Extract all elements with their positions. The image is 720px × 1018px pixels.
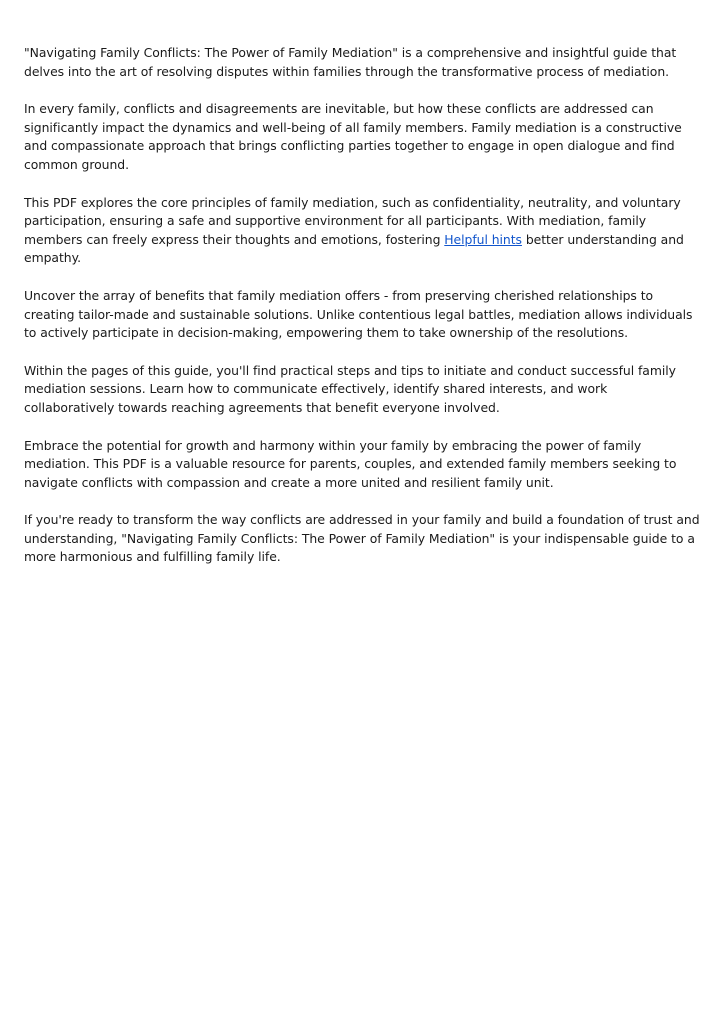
paragraph-practical-steps: Within the pages of this guide, you'll find practical steps and tips to initiate and conduct successful family mediation sessions. Learn how to communicate effectively, identify shared interests, and work collaboratively towards reaching agreements that benefit everyone involved.: [24, 362, 676, 415]
paragraph-principles-text-start: This PDF explores the core principles of family mediation, such as confidentiality, neutrality, and voluntary participation, ensuring a safe and supportive environment for all participants. With mediation, family members can freely express their thoughts and emotions, fostering: [24, 194, 681, 247]
paragraph-benefits: Uncover the array of benefits that family mediation offers - from preserving cherished relationships to creating tailor-made and sustainable solutions. Unlike contentious legal battles, mediation allows individuals to actively participate in decision-making, empowering them to take ownership of the resolutions.: [24, 287, 693, 341]
document-body: [24, 44, 700, 586]
paragraph-principles-text-end: better understanding and empathy.: [24, 231, 684, 266]
paragraph-intro: "Navigating Family Conflicts: The Power of Family Mediation" is a comprehensive and insightful guide that delves into the art of resolving disputes within families through the transformative process of mediation.: [24, 45, 677, 79]
helpful-hints-link[interactable]: Helpful hints: [444, 231, 522, 247]
paragraph-conflicts: In every family, conflicts and disagreements are inevitable, but how these conflicts are addressed can significantly impact the dynamics and well-being of all family members. Family mediation is a constructive and compassionate approach that brings conflicting parties together to engage in open dialogue and find common ground.: [24, 101, 682, 172]
paragraph-principles: [24, 194, 700, 268]
paragraph-closing: If you're ready to transform the way conflicts are addressed in your family and build a foundation of trust and understanding, "Navigating Family Conflicts: The Power of Family Mediation" is your indispensable guide to a more harmonious and fulfilling family life.: [24, 512, 700, 565]
paragraph-growth: Embrace the potential for growth and harmony within your family by embracing the power of family mediation. This PDF is a valuable resource for parents, couples, and extended family members seeking to navigate conflicts with compassion and create a more united and resilient family unit.: [24, 437, 677, 490]
